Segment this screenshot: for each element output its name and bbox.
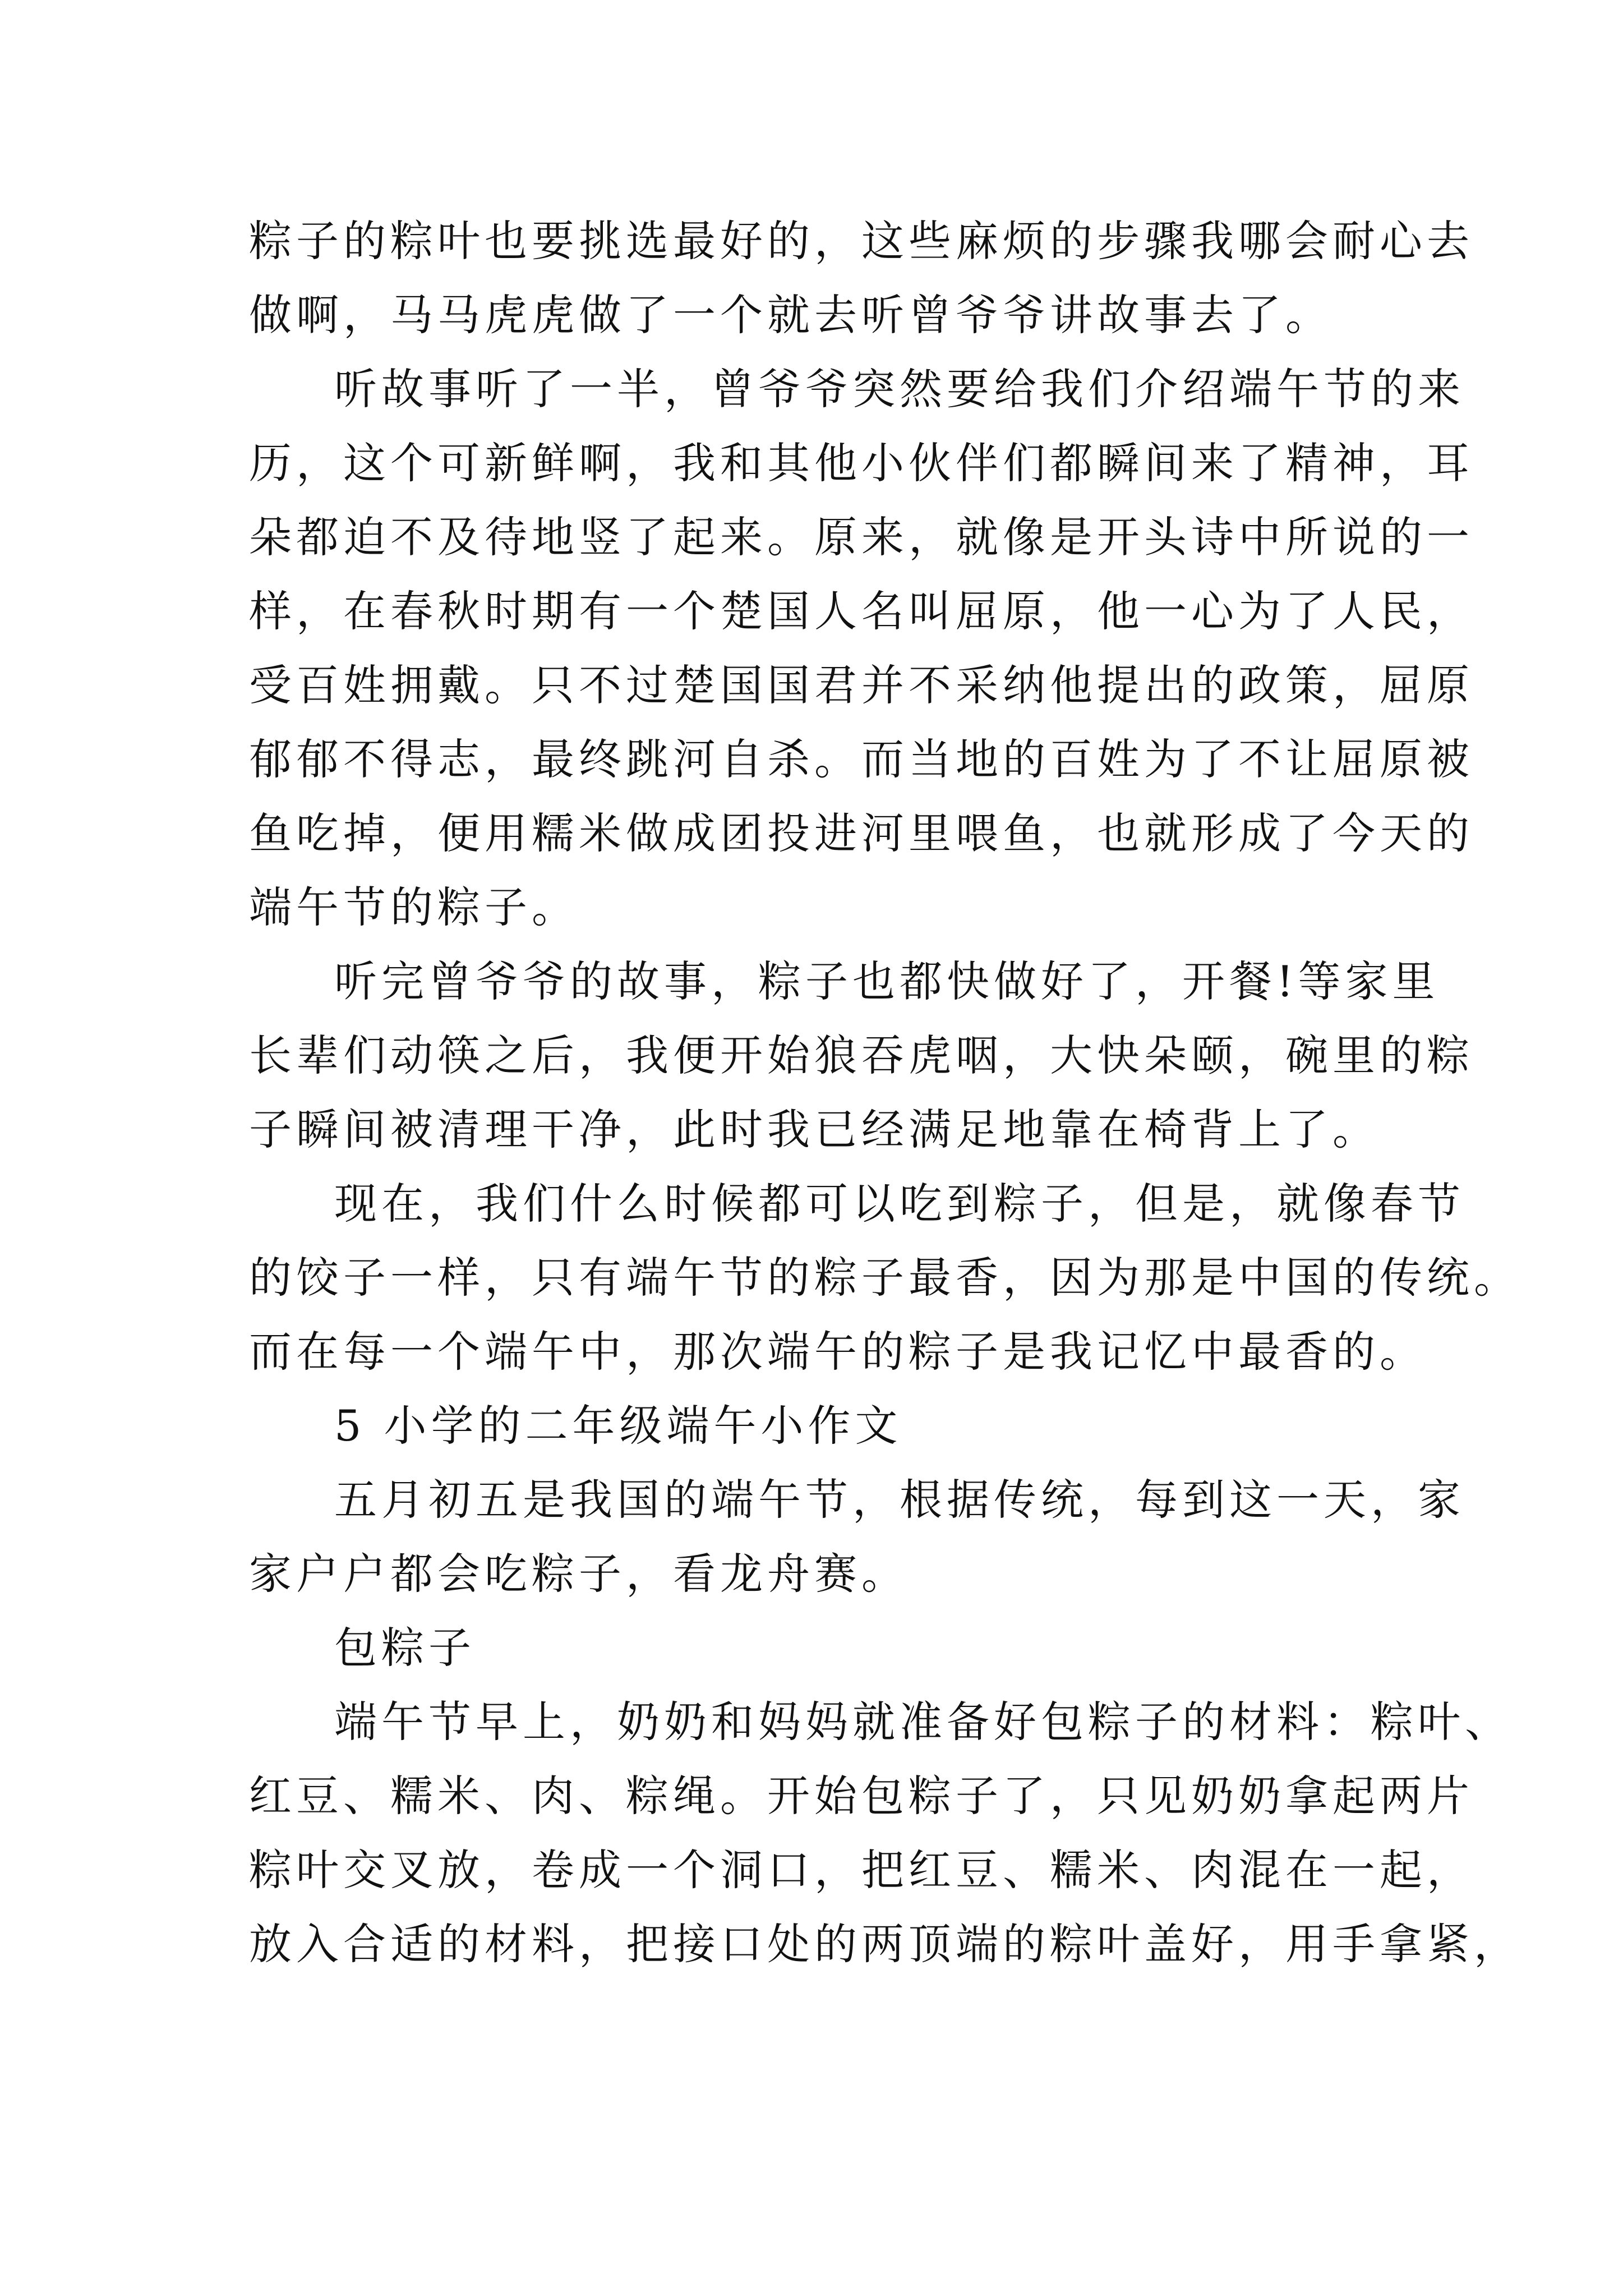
paragraph-start-line: 听故事听了一半，曾爷爷突然要给我们介绍端午节的来 [334, 364, 1465, 414]
paragraph-start-line: 听完曾爷爷的故事，粽子也都快做好了，开餐!等家里 [334, 956, 1440, 1006]
text-line: 粽叶交叉放，卷成一个洞口，把红豆、糯米、肉混在一起， [249, 1845, 1474, 1895]
text-line: 而在每一个端午中，那次端午的粽子是我记忆中最香的。 [249, 1327, 1427, 1377]
text-line: 郁郁不得志，最终跳河自杀。而当地的百姓为了不让屈原被 [249, 734, 1474, 784]
text-line: 红豆、糯米、肉、粽绳。开始包粽子了，只见奶奶拿起两片 [249, 1771, 1474, 1821]
text-line: 历，这个可新鲜啊，我和其他小伙伴们都瞬间来了精神，耳 [249, 438, 1474, 488]
text-line: 端午节的粽子。 [249, 882, 579, 932]
text-line: 放入合适的材料，把接口处的两顶端的粽叶盖好，用手拿紧， [249, 1919, 1521, 1969]
text-line: 家户户都会吃粽子，看龙舟赛。 [249, 1549, 909, 1599]
text-line: 长辈们动筷之后，我便开始狼吞虎咽，大快朵颐，碗里的粽 [249, 1030, 1474, 1080]
paragraph-start-line: 五月初五是我国的端午节，根据传统，每到这一天，家 [334, 1475, 1465, 1525]
text-line: 朵都迫不及待地竖了起来。原来，就像是开头诗中所说的一 [249, 512, 1474, 562]
text-line: 样，在春秋时期有一个楚国人名叫屈原，他一心为了人民， [249, 586, 1474, 636]
text-line: 子瞬间被清理干净，此时我已经满足地靠在椅背上了。 [249, 1105, 1380, 1154]
text-line: 粽子的粽叶也要挑选最好的，这些麻烦的步骤我哪会耐心去 [249, 216, 1474, 266]
text-line: 鱼吃掉，便用糯米做成团投进河里喂鱼，也就形成了今天的 [249, 808, 1474, 858]
section-heading: 5 小学的二年级端午小作文 [334, 1401, 902, 1451]
paragraph-start-line: 现在，我们什么时候都可以吃到粽子，但是，就像春节 [334, 1179, 1465, 1228]
text-line: 的饺子一样，只有端午节的粽子最香，因为那是中国的传统。 [249, 1253, 1521, 1303]
subheading: 包粽子 [334, 1623, 476, 1673]
document-body [249, 204, 1521, 1981]
text-line: 做啊，马马虎虎做了一个就去听曾爷爷讲故事去了。 [249, 290, 1332, 340]
paragraph-start-line: 端午节早上，奶奶和妈妈就准备好包粽子的材料：粽叶、 [334, 1697, 1512, 1747]
text-line: 受百姓拥戴。只不过楚国国君并不采纳他提出的政策，屈原 [249, 660, 1474, 710]
